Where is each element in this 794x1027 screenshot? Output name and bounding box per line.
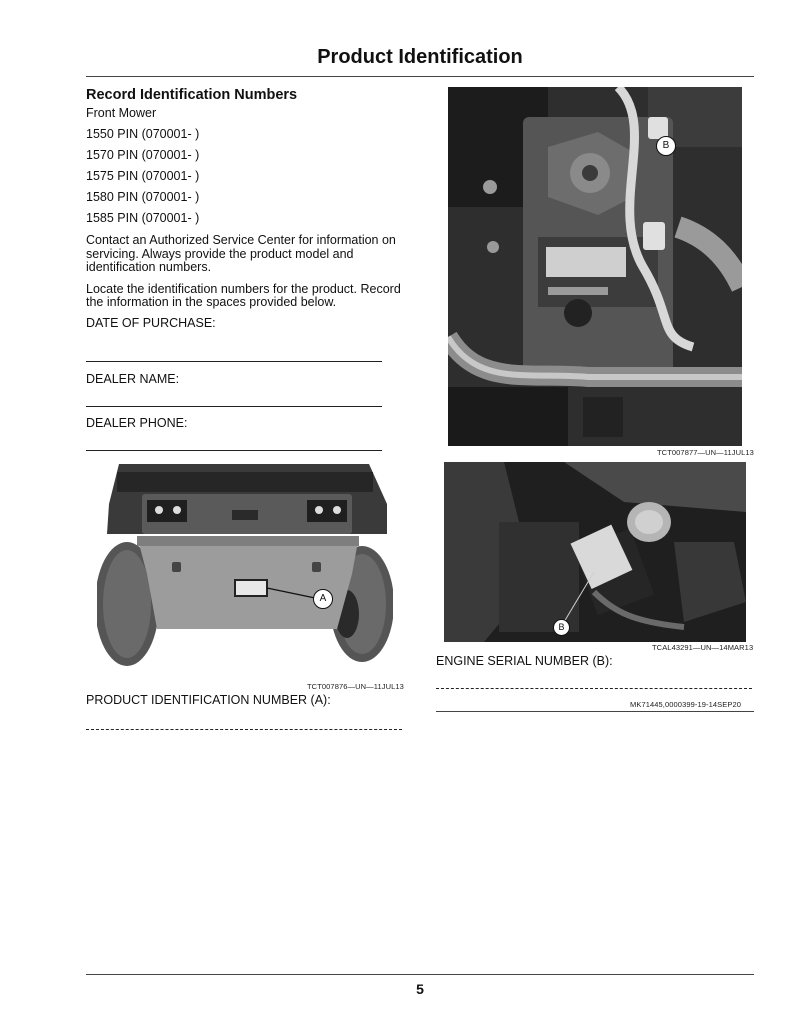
date-of-purchase-label: DATE OF PURCHASE: (86, 315, 216, 330)
mower-photo (97, 464, 393, 668)
left-column (86, 87, 426, 331)
top-divider (86, 76, 754, 77)
bottom-divider (86, 974, 754, 975)
engine2-figure-caption: TCAL43291—UN—14MAR13 (652, 643, 754, 652)
engine-label-photo (444, 462, 746, 642)
dealer-name-label: DEALER NAME: (86, 372, 180, 386)
engine-illustration (448, 87, 742, 446)
right-column-divider (436, 711, 754, 712)
dealer-name-line (86, 406, 382, 407)
pin-line-1550: 1550 PIN (070001- ) (86, 127, 200, 141)
mower-front-illustration (97, 464, 393, 668)
dealer-phone-line (86, 450, 382, 451)
date-of-purchase-line (86, 361, 382, 362)
pin-line-1580: 1580 PIN (070001- ) (86, 190, 200, 204)
service-paragraph: Contact an Authorized Service Center for information on servicing. Always provide the product model and identification numbers. (86, 233, 396, 274)
pin-line-1585: 1585 PIN (070001- ) (86, 211, 200, 225)
dealer-phone-label: DEALER PHONE: (86, 416, 188, 430)
page-title: Product Identification (317, 46, 523, 68)
engine-callout-b: B (656, 136, 676, 156)
product-id-label: PRODUCT IDENTIFICATION NUMBER (A): (86, 693, 331, 707)
engine-serial-dashes (436, 688, 752, 689)
document-reference: MK71445,0000399-19-14SEP20 (630, 700, 742, 709)
mower-callout-a: A (313, 589, 333, 609)
pin-line-1575: 1575 PIN (070001- ) (86, 169, 200, 183)
locate-paragraph: Locate the identification numbers for the product. Record the information in the spaces provided below. (86, 281, 401, 309)
engine2-callout-b: B (553, 619, 570, 636)
mower-figure-caption: TCT007876—UN—11JUL13 (307, 682, 404, 691)
page-number: 5 (416, 981, 424, 997)
product-id-dashes (86, 729, 402, 730)
engine-figure-caption: TCT007877—UN—11JUL13 (657, 448, 754, 457)
engine-serial-label: ENGINE SERIAL NUMBER (B): (436, 654, 613, 668)
engine-photo (448, 87, 742, 446)
model-subheading: Front Mower (86, 106, 157, 120)
section-heading: Record Identification Numbers (86, 87, 298, 103)
engine-label-illustration (444, 462, 746, 642)
pin-line-1570: 1570 PIN (070001- ) (86, 148, 200, 162)
